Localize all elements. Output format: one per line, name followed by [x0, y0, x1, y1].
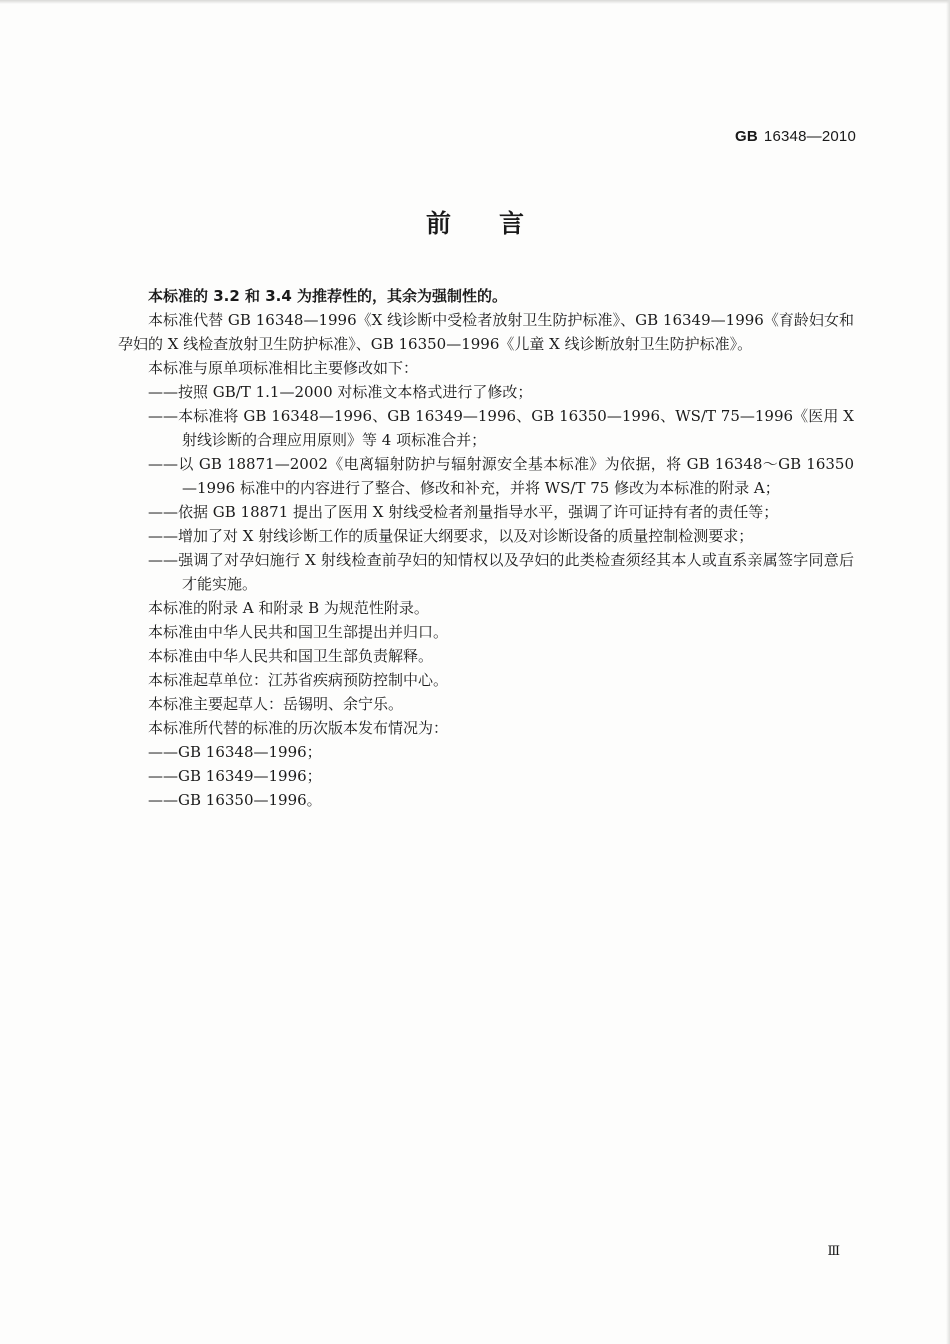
replaces-paragraph: 本标准代替 GB 16348—1996《X 线诊断中受检者放射卫生防护标准》、GB 16349—1996《育龄妇女和孕妇的 X 线检查放射卫生防护标准》、GB 16350—1996《儿童 X 线诊断放射卫生防护标准》。: [118, 311, 854, 353]
change-item: ——强调了对孕妇施行 X 射线检查前孕妇的知情权以及孕妇的此类检查须经其本人或直系亲属签字同意后才能实施。: [148, 551, 854, 593]
change-item: ——以 GB 18871—2002《电离辐射防护与辐射源安全基本标准》为依据，将 GB 16348～GB 16350—1996 标准中的内容进行了整合、修改和补充，并将 WS/T 75 修改为本标准的附录 A；: [148, 455, 854, 497]
mandatory-note: 本标准的 3.2 和 3.4 为推荐性的，其余为强制性的。: [148, 287, 508, 305]
change-item: ——按照 GB/T 1.1—2000 对标准文本格式进行了修改；: [148, 383, 533, 401]
change-item: ——增加了对 X 射线诊断工作的质量保证大纲要求，以及对诊断设备的质量控制检测要求；: [148, 527, 754, 545]
proposed-by: 本标准由中华人民共和国卫生部提出并归口。: [148, 623, 449, 641]
history-intro: 本标准所代替的标准的历次版本发布情况为：: [148, 719, 449, 737]
drafters: 本标准主要起草人：岳锡明、余宁乐。: [148, 695, 404, 713]
foreword-body: [118, 284, 854, 812]
scan-edge-top: [0, 0, 950, 4]
standard-prefix: GB: [735, 128, 758, 145]
scan-edge-right: [946, 0, 950, 1344]
page-title: 前言: [425, 209, 572, 238]
history-item: ——GB 16349—1996；: [148, 767, 322, 785]
appendix-note: 本标准的附录 A 和附录 B 为规范性附录。: [148, 599, 429, 617]
interpreted-by: 本标准由中华人民共和国卫生部负责解释。: [148, 647, 434, 665]
history-item: ——GB 16350—1996。: [148, 791, 322, 809]
standard-number: 16348—2010: [763, 128, 856, 145]
change-item: ——依据 GB 18871 提出了医用 X 射线受检者剂量指导水平，强调了许可证持有者的责任等；: [148, 503, 779, 521]
drafting-unit: 本标准起草单位：江苏省疾病预防控制中心。: [148, 671, 449, 689]
history-item: ——GB 16348—1996；: [148, 743, 322, 761]
changes-intro: 本标准与原单项标准相比主要修改如下：: [148, 359, 419, 377]
standard-code-header: [735, 128, 856, 145]
change-item: ——本标准将 GB 16348—1996、GB 16349—1996、GB 16350—1996、WS/T 75—1996《医用 X 射线诊断的合理应用原则》等 4 项标准合并；: [148, 407, 854, 449]
page-number: Ⅲ: [827, 1244, 840, 1259]
